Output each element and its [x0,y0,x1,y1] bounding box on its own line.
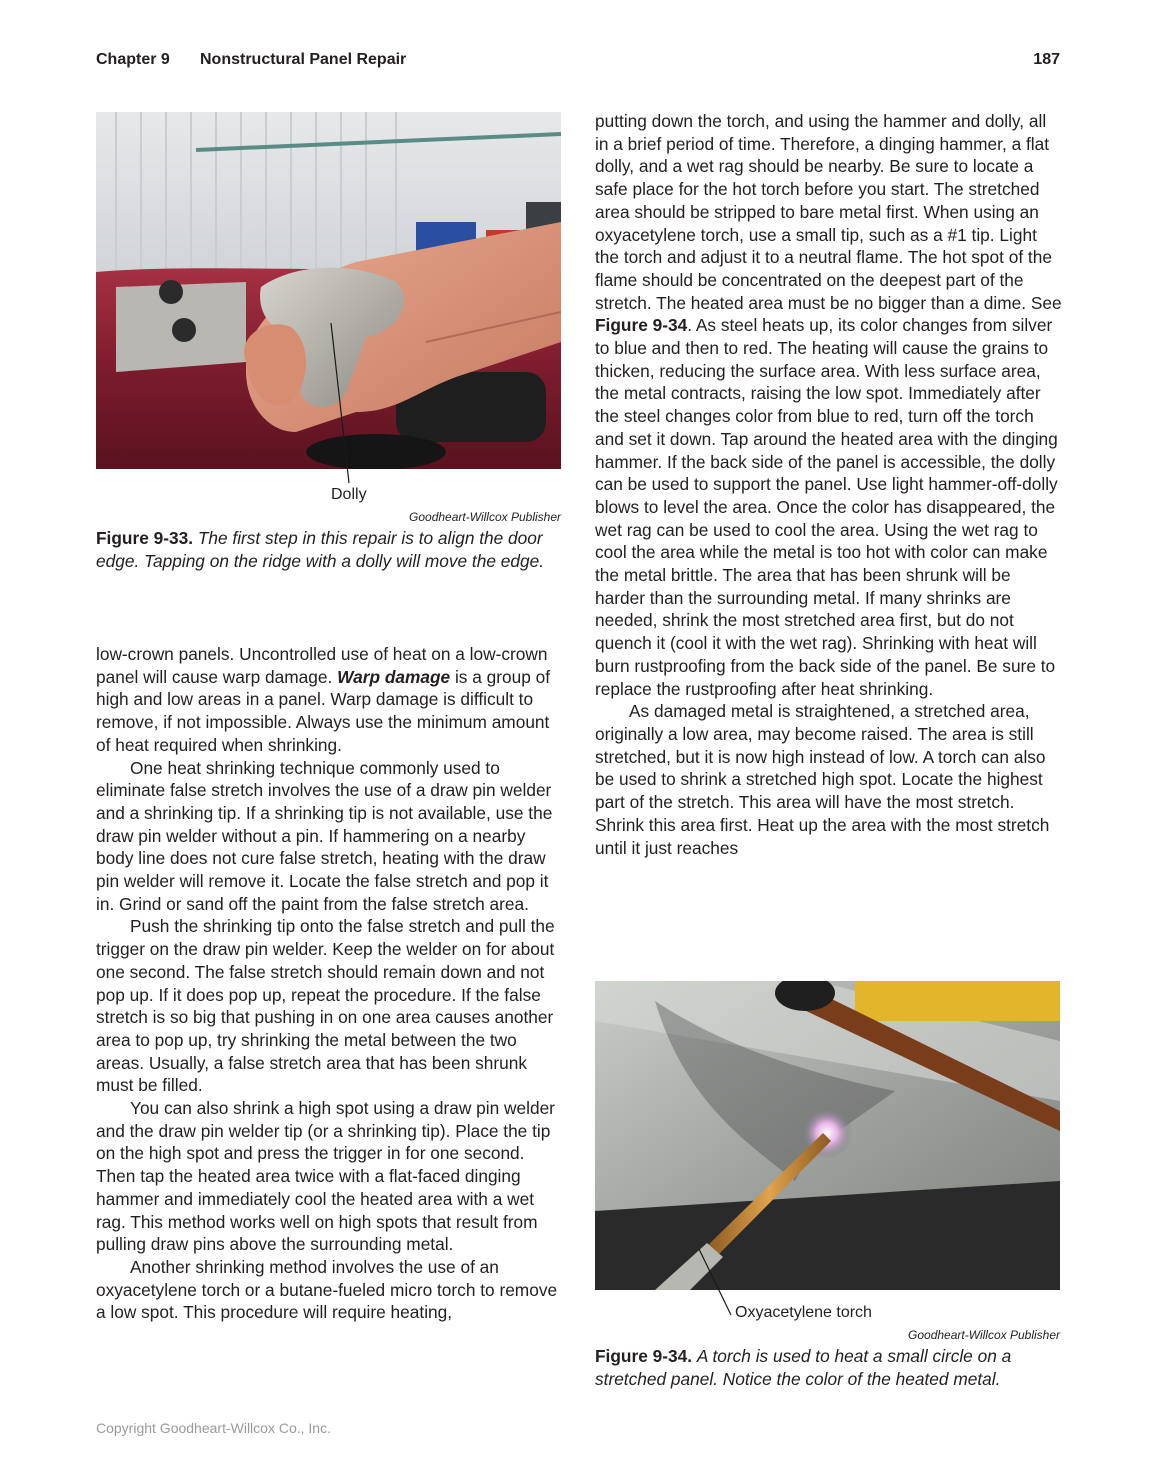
text-run: . As steel heats up, its color changes from silver to blue and then to red. The heating will cause the grains to thicken, reducing the surface area. With less surface area, the metal contracts, raising the low spot. Immediately after the steel changes color from blue to red, turn off the torch and set it down. Tap around the heated area with the dinging hammer. If the back side of the panel is accessible, the dolly can be used to support the panel. Use light hammer-off-dolly blows to level the area. Once the color has disappeared, the wet rag can be used to cool the area. Using the wet rag to cool the area while the metal is too hot with color can make the metal brittle. The area that has been shrunk will be harder than the surrounding metal. If many shrinks are needed, shrink the most stretched area first, but do not quench it (cool it with the wet rag). Shrinking with heat will burn rustproofing from the back side of the panel. Be sure to replace the rustproofing after heat shrinking. [595,315,1058,699]
paragraph [595,110,1063,700]
page-number: 187 [1033,51,1060,68]
running-head-chapter: Chapter 9 [96,51,170,68]
figure-9-33-caption [96,527,566,572]
paragraph: You can also shrink a high spot using a draw pin welder and the draw pin welder tip (or a shrinking tip). Place the tip on the high spot and press the trigger in for one second. Then tap the heated area twice with a flat-faced dinging hammer and immediately cool the heated area with a wet rag. This method works well on high spots that result from pulling draw pins above the surrounding metal. [96,1098,555,1255]
torch-leader-line [695,1245,735,1320]
text-run: putting down the torch, and using the hammer and dolly, all in a brief period of time. Therefore, a dinging hammer, a flat dolly, and a wet rag should be nearby. Be sure to locate a safe place for the hot torch before you start. The stretched area should be stripped to bare metal first. When using an oxyacetylene torch, use a small tip, such as a #1 tip. Light the torch and adjust it to a neutral flame. The hot spot of the flame should be concentrated on the deepest part of the stretch. The heated area must be no bigger than a dime. See [595,111,1062,313]
term-warp-damage: Warp damage [337,666,451,687]
figure-9-33-label: Figure 9-33. [96,528,193,548]
figure-9-34-credit: Goodheart-Willcox Publisher [908,1328,1060,1342]
paragraph [96,643,564,757]
left-column-text [96,643,564,1324]
paragraph: Another shrinking method involves the use of an oxyacetylene torch or a butane-fueled micro torch to remove a low spot. This procedure will require heating, [96,1256,558,1323]
figure-9-34-caption [595,1345,1065,1390]
figure-reference: Figure 9-34 [595,315,688,336]
copyright-footer: Copyright Goodheart-Willcox Co., Inc. [96,1420,331,1436]
paragraph: One heat shrinking technique commonly used to eliminate false stretch involves the use of a draw pin welder and a shrinking tip. If a shrinking tip is not available, use the draw pin welder without a pin. If hammering on a nearby body line does not cure false stretch, heating with the draw pin welder will remove it. Locate the false stretch and pop it in. Grind or sand off the paint from the false stretch area. [96,757,553,914]
text-run: is a group of high and low areas in a panel. Warp damage is difficult to remove, if not impossible. Always use the minimum amount of heat required when shrinking. [96,666,551,755]
figure-9-34-callout: Oxyacetylene torch [735,1304,872,1321]
running-head-title: Nonstructural Panel Repair [200,51,407,68]
right-column-text [595,110,1063,859]
figure-9-34-label: Figure 9-34. [595,1346,692,1366]
figure-9-34-photo [595,981,1060,1290]
text-run: low-crown panels. Uncontrolled use of heat on a low-crown panel will cause warp damage. [96,644,548,687]
paragraph: Push the shrinking tip onto the false stretch and pull the trigger on the draw pin welder. Keep the welder on for about one second. The false stretch should remain down and not pop up. If it does pop up, repeat the procedure. If the false stretch is so big that pushing in on one area causes another area to pop up, try shrinking the metal between the two areas. Usually, a false stretch area that has been shrunk must be filled. [96,916,555,1096]
figure-9-33-photo [96,112,561,469]
dolly-leader-line [330,315,360,485]
figure-9-33-caption-text: The first step in this repair is to align the door edge. Tapping on the ridge with a dolly will move the edge. [96,528,545,571]
figure-9-33-credit: Goodheart-Willcox Publisher [409,510,561,524]
figure-9-33-callout: Dolly [331,486,367,503]
figure-9-34-caption-text: A torch is used to heat a small circle on a stretched panel. Notice the color of the heated metal. [595,1346,1012,1389]
paragraph: As damaged metal is straightened, a stretched area, originally a low area, may become raised. The area is still stretched, but it is now high instead of low. A torch can also be used to shrink a stretched high spot. Locate the highest part of the stretch. This area will have the most stretch. Shrink this area first. Heat up the area with the most stretch until it just reaches [595,701,1050,858]
